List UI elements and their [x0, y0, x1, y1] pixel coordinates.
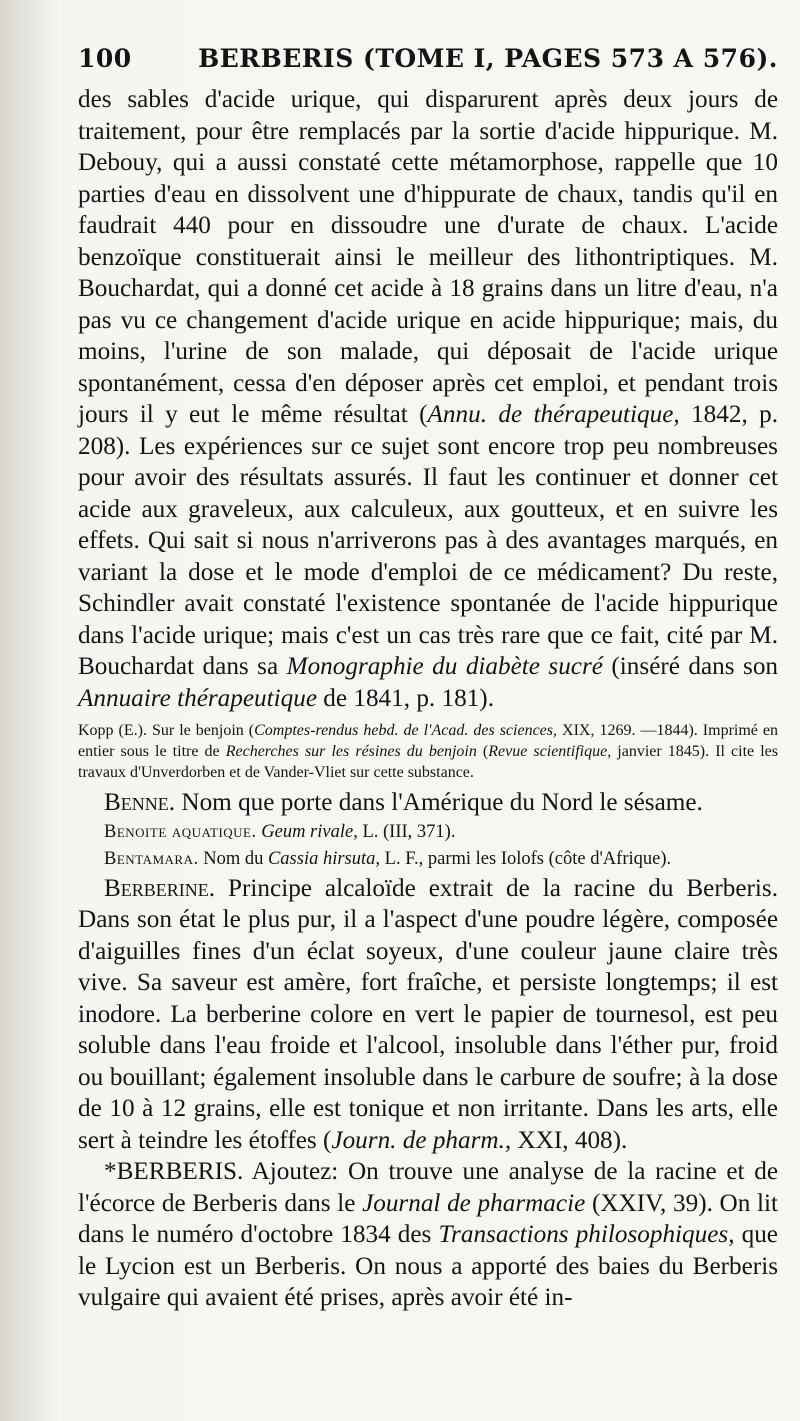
note-kopp: Kopp (E.). Sur le benjoin (Comptes-rendus hebd. de l'Acad. des sciences, XIX, 1269. —1844). Imprimé en entier sous le titre de Recherches sur les résines du benjoin (Revue scientifique, janvier 1845). Il cite les travaux d'Unverdorben et de Vander-Vliet sur cette substance.	[78, 722, 779, 781]
headword-bentamara: Bentamara.	[104, 848, 199, 869]
page-body	[78, 84, 778, 714]
page-gutter-shadow	[0, 0, 60, 1421]
running-title: BERBERIS (TOME I, PAGES 573 A 576).	[198, 44, 778, 73]
running-head	[78, 44, 778, 84]
entry-berberine: Berberine. Principe alcaloïde extrait de la racine du Berberis. Dans son état le plus pur, il a l'aspect d'une poudre légère, composée d'aiguilles fines d'un éclat soyeux, d'une couleur jaune claire très vive. Sa saveur est amère, fort fraîche, et persiste longtemps; il est inodore. La berberine colore en vert le papier de tournesol, est peu soluble dans l'eau froide et l'alcool, insoluble dans l'éther pur, froid ou bouillant; également insoluble dans le carbure de soufre; à la dose de 10 à 12 grains, elle est tonique et non irritante. Dans les arts, elle sert à teindre les étoffes (Journ. de pharm., XXI, 408).	[78, 874, 778, 1154]
entry-berberis: *BERBERIS. Ajoutez: On trouve une analyse de la racine et de l'écorce de Berberis dans le Journal de pharmacie (XXIV, 39). On lit dans le numéro d'octobre 1834 des Transactions philosophiques, que le Lycion est un Berberis. On nous a apporté des baies du Berberis vulgaire qui avaient été prises, après avoir été in-	[78, 1158, 779, 1311]
headword-berberis: *BERBERIS.	[104, 1158, 244, 1185]
paragraph-benzoic-acid: des sables d'acide urique, qui disparurent après deux jours de traitement, pour être remplacés par la sortie d'acide hippurique. M. Debouy, qui a aussi constaté cette métamorphose, rappelle que 10 parties d'eau en dissolvent une d'hippurate de chaux, tandis qu'il en faudrait 440 pour en dissoudre une d'urate de chaux. L'acide benzoïque constituerait ainsi le meilleur des lithontriptiques. M. Bouchardat, qui a donné cet acide à 18 grains dans un litre d'eau, n'a pas vu ce changement d'acide urique en acide hippurique; mais, du moins, l'urine de son malade, qui déposait de l'acide urique spontanément, cessa d'en déposer après cet emploi, et pendant trois jours il y eut le même résultat (Annu. de thérapeutique, 1842, p. 208). Les expériences sur ce sujet sont encore trop peu nombreuses pour avoir des résultats assurés. Il faut les continuer et donner cet acide aux graveleux, aux calculeux, aux goutteux, et en suivre les effets. Qui sait si nous n'arriverons pas à des avantages marqués, en variant la dose et le mode d'emploi de ce médicament? Du reste, Schindler avait constaté l'existence spontanée de l'acide hippurique dans l'acide urique; mais c'est un cas très rare que ce fait, cité par M. Bouchardat dans sa Monographie du diabète sucré (inséré dans son Annuaire thérapeutique de 1841, p. 181).	[78, 86, 779, 712]
headword-benoite: Benoite aquatique.	[104, 821, 257, 842]
entry-bentamara: Bentamara. Nom du Cassia hirsuta, L. F., parmi les Iolofs (côte d'Afrique).	[104, 848, 672, 869]
headword-berberine: Berberine.	[104, 874, 216, 902]
headword-benne: Benne.	[104, 789, 176, 816]
entry-benoite: Benoite aquatique. Geum rivale, L. (III, 371).	[104, 821, 456, 842]
page-number: 100	[78, 44, 132, 73]
entry-benne: Benne. Nom que porte dans l'Amérique du Nord le sésame.	[104, 789, 703, 816]
